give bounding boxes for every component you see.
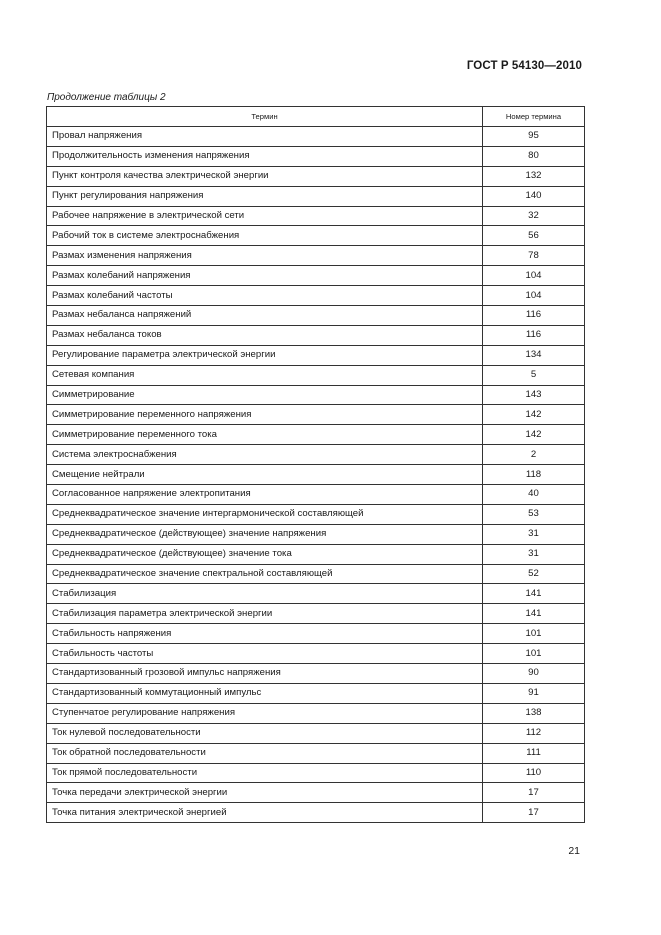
table-row [47, 246, 585, 266]
term-number-cell: 134 [483, 345, 585, 365]
term-number-cell: 91 [483, 683, 585, 703]
table-row [47, 445, 585, 465]
column-header-term: Термин [47, 107, 483, 127]
term-cell: Симметрирование переменного напряжения [47, 405, 483, 425]
table-row [47, 584, 585, 604]
term-cell: Среднеквадратическое значение спектральной составляющей [47, 564, 483, 584]
table-row [47, 325, 585, 345]
term-number-cell: 80 [483, 146, 585, 166]
table-row [47, 743, 585, 763]
term-number-cell: 132 [483, 166, 585, 186]
table-row [47, 405, 585, 425]
term-cell: Рабочий ток в системе электроснабжения [47, 226, 483, 246]
term-number-cell: 110 [483, 763, 585, 783]
term-number-cell: 141 [483, 584, 585, 604]
table-row [47, 206, 585, 226]
table-row [47, 504, 585, 524]
table-row [47, 763, 585, 783]
term-number-cell: 116 [483, 306, 585, 326]
term-number-cell: 32 [483, 206, 585, 226]
term-number-cell: 141 [483, 604, 585, 624]
table-row [47, 146, 585, 166]
term-cell: Ступенчатое регулирование напряжения [47, 703, 483, 723]
term-cell: Размах небаланса напряжений [47, 306, 483, 326]
terms-table [46, 106, 585, 823]
term-number-cell: 142 [483, 405, 585, 425]
table-row [47, 266, 585, 286]
term-cell: Среднеквадратическое (действующее) значение тока [47, 544, 483, 564]
table-row [47, 524, 585, 544]
term-number-cell: 52 [483, 564, 585, 584]
term-cell: Среднеквадратическое (действующее) значение напряжения [47, 524, 483, 544]
term-number-cell: 2 [483, 445, 585, 465]
term-number-cell: 53 [483, 504, 585, 524]
table-row [47, 365, 585, 385]
term-cell: Размах колебаний напряжения [47, 266, 483, 286]
term-number-cell: 56 [483, 226, 585, 246]
term-cell: Размах небаланса токов [47, 325, 483, 345]
term-cell: Симметрирование переменного тока [47, 425, 483, 445]
table-row [47, 624, 585, 644]
term-number-cell: 138 [483, 703, 585, 723]
table-row [47, 544, 585, 564]
term-cell: Стабилизация [47, 584, 483, 604]
term-number-cell: 17 [483, 783, 585, 803]
term-number-cell: 90 [483, 664, 585, 684]
table-row [47, 664, 585, 684]
term-cell: Стандартизованный грозовой импульс напряжения [47, 664, 483, 684]
table-row [47, 286, 585, 306]
table-row [47, 683, 585, 703]
term-number-cell: 5 [483, 365, 585, 385]
table-row [47, 723, 585, 743]
term-cell: Согласованное напряжение электропитания [47, 485, 483, 505]
term-number-cell: 104 [483, 286, 585, 306]
table-row [47, 485, 585, 505]
table-row [47, 345, 585, 365]
term-cell: Пункт регулирования напряжения [47, 186, 483, 206]
table-caption: Продолжение таблицы 2 [47, 92, 166, 103]
term-number-cell: 40 [483, 485, 585, 505]
table-row [47, 127, 585, 147]
term-cell: Ток прямой последовательности [47, 763, 483, 783]
table-row [47, 803, 585, 823]
term-number-cell: 104 [483, 266, 585, 286]
term-cell: Провал напряжения [47, 127, 483, 147]
term-cell: Стабильность напряжения [47, 624, 483, 644]
term-number-cell: 142 [483, 425, 585, 445]
table-row [47, 166, 585, 186]
term-number-cell: 31 [483, 524, 585, 544]
term-number-cell: 116 [483, 325, 585, 345]
term-cell: Размах колебаний частоты [47, 286, 483, 306]
term-cell: Система электроснабжения [47, 445, 483, 465]
page-number: 21 [568, 845, 580, 857]
term-number-cell: 112 [483, 723, 585, 743]
table-row [47, 564, 585, 584]
term-cell: Смещение нейтрали [47, 465, 483, 485]
table-row [47, 425, 585, 445]
term-cell: Рабочее напряжение в электрической сети [47, 206, 483, 226]
term-cell: Регулирование параметра электрической энергии [47, 345, 483, 365]
term-number-cell: 101 [483, 644, 585, 664]
terms-table-container [46, 106, 584, 823]
table-row [47, 703, 585, 723]
table-row [47, 385, 585, 405]
term-cell: Стандартизованный коммутационный импульс [47, 683, 483, 703]
term-cell: Сетевая компания [47, 365, 483, 385]
term-cell: Точка передачи электрической энергии [47, 783, 483, 803]
table-row [47, 465, 585, 485]
table-row [47, 604, 585, 624]
term-number-cell: 111 [483, 743, 585, 763]
term-number-cell: 140 [483, 186, 585, 206]
term-cell: Ток обратной последовательности [47, 743, 483, 763]
term-number-cell: 31 [483, 544, 585, 564]
table-row [47, 783, 585, 803]
table-row [47, 306, 585, 326]
term-number-cell: 78 [483, 246, 585, 266]
term-cell: Симметрирование [47, 385, 483, 405]
term-number-cell: 118 [483, 465, 585, 485]
term-cell: Пункт контроля качества электрической энергии [47, 166, 483, 186]
table-header-row [47, 107, 585, 127]
table-row [47, 186, 585, 206]
term-number-cell: 101 [483, 624, 585, 644]
table-row [47, 226, 585, 246]
term-cell: Среднеквадратическое значение интергармонической составляющей [47, 504, 483, 524]
column-header-number: Номер термина [483, 107, 585, 127]
term-cell: Точка питания электрической энергией [47, 803, 483, 823]
term-number-cell: 17 [483, 803, 585, 823]
term-cell: Размах изменения напряжения [47, 246, 483, 266]
document-header: ГОСТ Р 54130—2010 [466, 60, 582, 72]
term-number-cell: 143 [483, 385, 585, 405]
term-number-cell: 95 [483, 127, 585, 147]
term-cell: Стабильность частоты [47, 644, 483, 664]
term-cell: Стабилизация параметра электрической энергии [47, 604, 483, 624]
table-row [47, 644, 585, 664]
term-cell: Ток нулевой последовательности [47, 723, 483, 743]
table-body [47, 127, 585, 823]
term-cell: Продолжительность изменения напряжения [47, 146, 483, 166]
